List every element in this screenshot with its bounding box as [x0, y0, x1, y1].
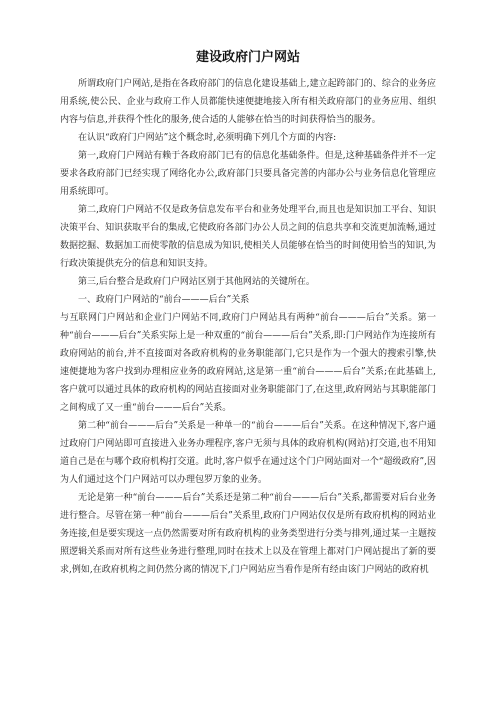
- paragraph-point-two: 第二,政府门户网站不仅是政务信息发布平台和业务处理平台,而且也是知识加工平台、知识决策平台、知识获取平台的集成,它使政府各部门办公人员之间的信息共享和交流更加流畅,通过数据挖掘、数据加工而使零散的信息成为知识,使相关人员能够在恰当的时间使用恰当的知识,为行政决策提供充分的信息和知识支持。: [60, 205, 436, 269]
- paragraph-first-relation: 与互联网门户网站和企业门户网站不同,政府门户网站具有两种“前台———后台”关系。第一种“前台———后台”关系实际上是一种双重的“前台———后台”关系,即:门户网站作为连接所有政府网站的前台,并不直接面对各政府机构的业务职能部门,它只是作为一个强大的搜索引擎,快速便捷地为客户找到办理相应业务的政府网站,这是第一重“前台———后台”关系;在此基础上,客户就可以通过具体的政府机构的网站直接面对业务职能部门了,在这里,政府网站与其职能部门之间构成了又一重“前台———后台”关系。: [60, 313, 436, 413]
- document-title: 建设政府门户网站: [195, 50, 300, 65]
- section-heading-front-back: 一、政府门户网站的“前台———后台”关系: [78, 295, 250, 305]
- paragraph-second-relation: 第二种“前台———后台”关系是一种单一的“前台———后台”关系。在这种情况下,客户通过政府门户网站即可直接进入业务办理程序,客户无须与具体的政府机构(网站)打交道,也不用知道自己是在与哪个政府机构打交道。此时,客户似乎在通过这个门户网站面对一个“超级政府”,因为人们通过这个门户网站可以办理包罗万象的业务。: [60, 421, 436, 485]
- paragraph-integration: 无论是第一种“前台———后台”关系还是第二种“前台———后台”关系,都需要对后台业务进行整合。尽管在第一种“前台———后台”关系里,政府门户网站仅仅是所有政府机构的网站业务连接,但是要实现这一点仍然需要对所有政府机构的业务类型进行分类与排列,通过某一主题按照逻辑关系而对所有这些业务进行整理,同时在技术上以及在管理上都对门户网站提出了新的要求,例如,在政府机构之间仍然分离的情况下,门户网站应当看作是所有经由该门户网站的政府机: [60, 493, 436, 575]
- paragraph-point-three: 第三,后台整合是政府门户网站区别于其他网站的关键所在。: [78, 277, 315, 287]
- paragraph-intro-points: 在认识“政府门户网站”这个概念时,必须明确下列几个方面的内容:: [78, 133, 337, 143]
- paragraph-definition: 所谓政府门户网站,是指在各政府部门的信息化建设基础上,建立起跨部门的、综合的业务应用系统,使公民、企业与政府工作人员都能快速便捷地接入所有相关政府部门的业务应用、组织内容与信息,并获得个性化的服务,使合适的人能够在恰当的时间获得恰当的服务。: [60, 79, 436, 125]
- paragraph-point-one: 第一,政府门户网站有赖于各政府部门已有的信息化基础条件。但是,这种基础条件并不一定要求各政府部门已经实现了网络化办公,政府部门只要具备完善的内部办公与业务信息化管理应用系统即可。: [60, 151, 436, 197]
